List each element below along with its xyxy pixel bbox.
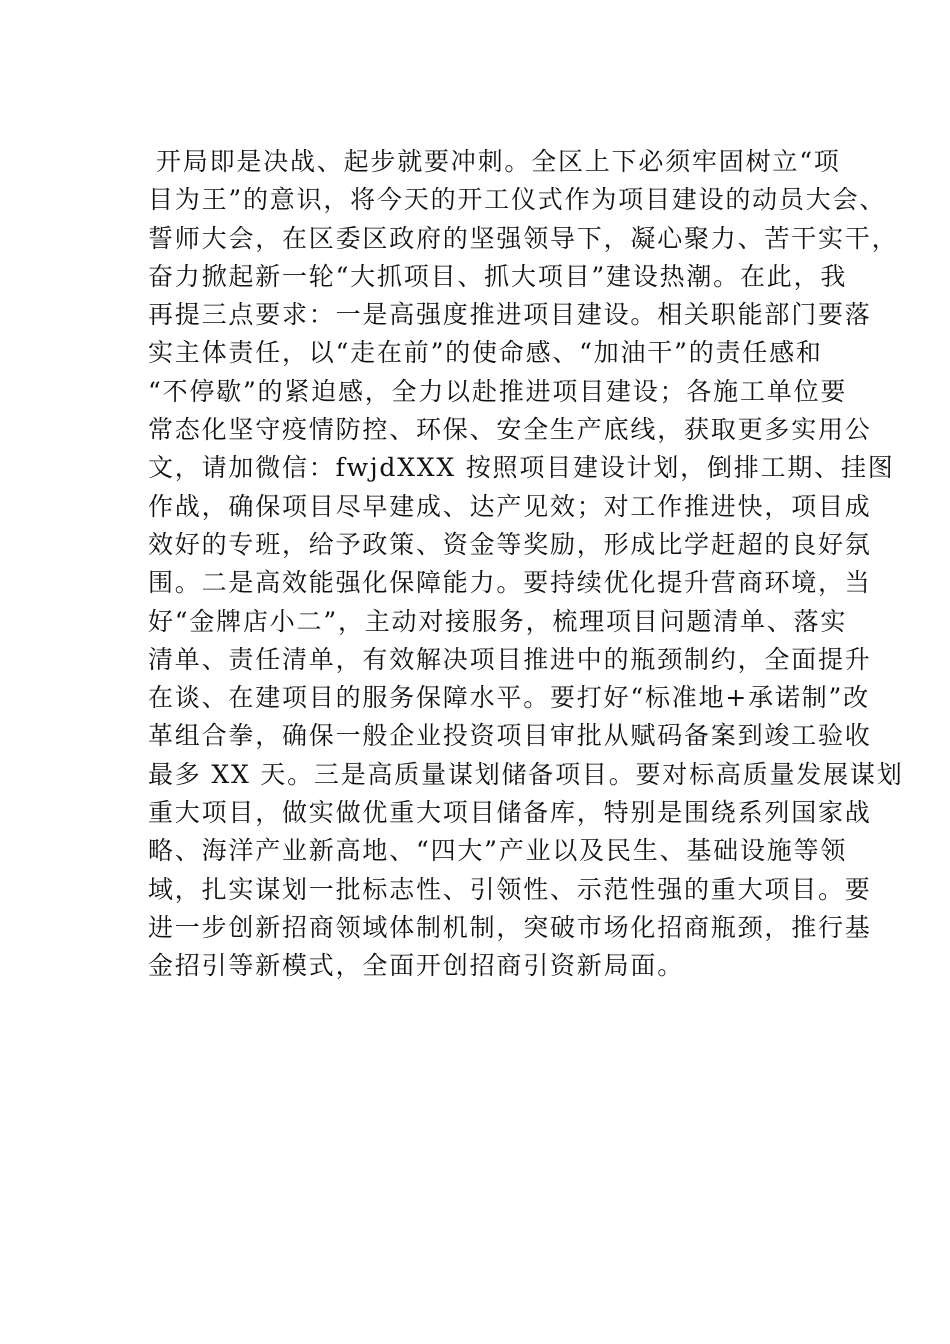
paragraph-line-20: 域，扎实谋划一批标志性、引领性、示范性强的重大项目。要 <box>148 874 872 904</box>
paragraph-line-2: 目为王”的意识，将今天的开工仪式作为项目建设的动员大会、 <box>148 185 887 215</box>
paragraph-line-11: 效好的专班，给予政策、资金等奖励，形成比学赶超的良好氛 <box>148 529 872 559</box>
paragraph-line-8: 常态化坚守疫情防控、环保、安全生产底线，获取更多实用公 <box>148 415 872 445</box>
paragraph-line-13: 好“金牌店小二”，主动对接服务，梳理项目问题清单、落实 <box>148 606 848 636</box>
paragraph-line-21: 进一步创新招商领域体制机制，突破市场化招商瓶颈，推行基 <box>148 912 872 942</box>
paragraph-line-5: 再提三点要求：一是高强度推进项目建设。相关职能部门要落 <box>148 300 872 330</box>
paragraph-line-4: 奋力掀起新一轮“大抓项目、抓大项目”建设热潮。在此，我 <box>148 261 848 291</box>
body-paragraph <box>148 143 904 986</box>
paragraph-line-7: “不停歇”的紧迫感，全力以赴推进项目建设；各施工单位要 <box>148 376 848 406</box>
paragraph-line-17: 最多 XX 天。三是高质量谋划储备项目。要对标高质量发展谋划 <box>148 759 904 789</box>
paragraph-line-3: 誓师大会，在区委区政府的坚强领导下，凝心聚力、苦干实干， <box>148 223 899 253</box>
paragraph-line-6: 实主体责任，以“走在前”的使命感、“加油干”的责任感和 <box>148 338 823 368</box>
paragraph-line-15: 在谈、在建项目的服务保障水平。要打好“标准地+承诺制”改 <box>148 683 870 713</box>
paragraph-line-10: 作战，确保项目尽早建成、达产见效；对工作推进快，项目成 <box>148 491 872 521</box>
paragraph-line-18: 重大项目，做实做优重大项目储备库，特别是围绕系列国家战 <box>148 798 872 828</box>
paragraph-line-19: 略、海洋产业新高地、“四大”产业以及民生、基础设施等领 <box>148 836 848 866</box>
paragraph-line-14: 清单、责任清单，有效解决项目推进中的瓶颈制约，全面提升 <box>148 644 872 674</box>
paragraph-line-9: 文，请加微信：fwjdXXX 按照项目建设计划，倒排工期、挂图 <box>148 453 895 483</box>
paragraph-line-1: 开局即是决战、起步就要冲刺。全区上下必须牢固树立“项 <box>156 147 841 176</box>
paragraph-line-16: 革组合拳，确保一般企业投资项目审批从赋码备案到竣工验收 <box>148 721 872 751</box>
paragraph-line-12: 围。二是高效能强化保障能力。要持续优化提升营商环境，当 <box>148 568 872 598</box>
paragraph-line-22: 金招引等新模式，全面开创招商引资新局面。 <box>148 951 685 981</box>
